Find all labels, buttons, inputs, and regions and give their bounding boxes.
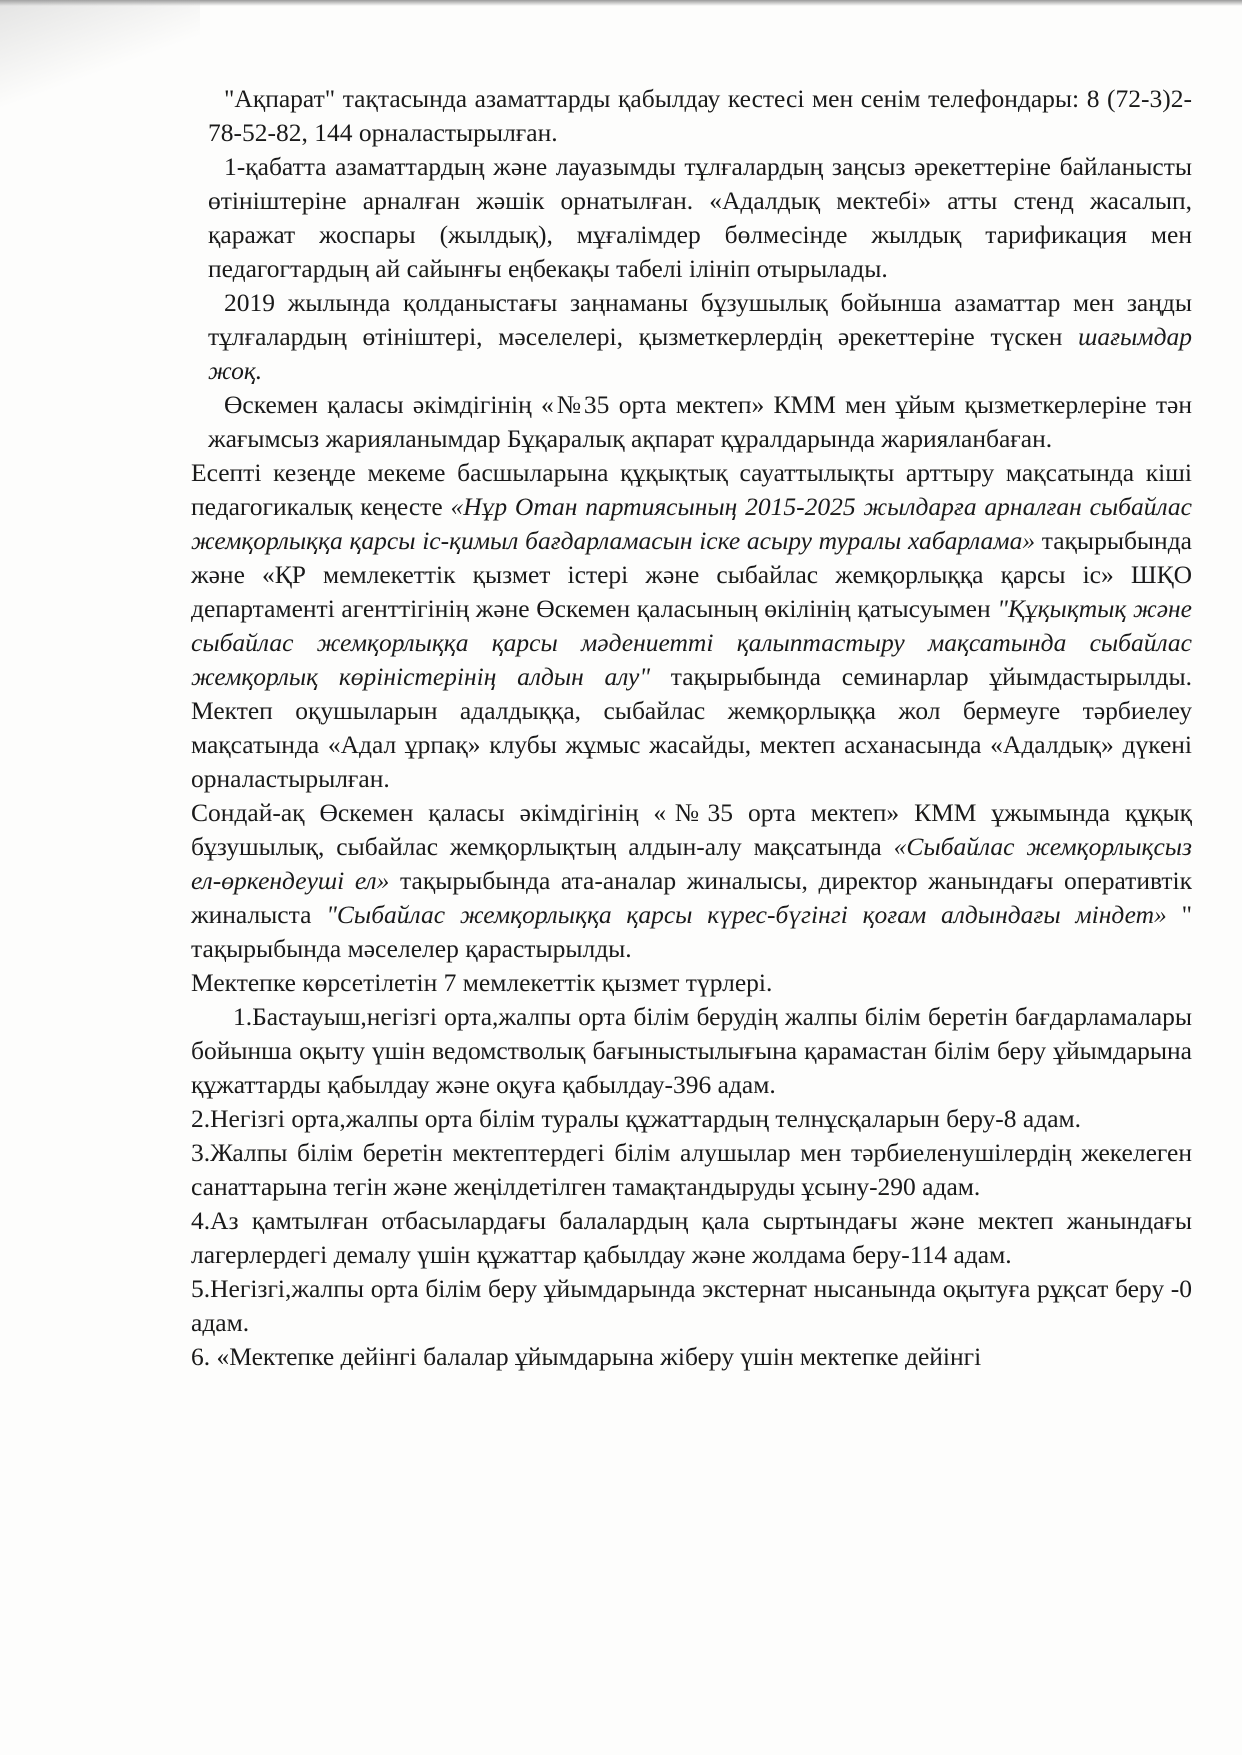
service-item-4: 4.Аз қамтылған отбасылардағы балалардың қала сыртындағы және мектеп жанындағы лагерлердегі демалу үшін құжаттар қабылдау және жолдама беру-114 адам.: [191, 1206, 1192, 1269]
service-item-3: 3.Жалпы білім беретін мектептердегі білім алушылар мен тәрбиеленушілердің жекелеген санаттарына тегін және жеңілдетілген тамақтандыруды ұсыну-290 адам.: [191, 1138, 1192, 1201]
paragraph-seminars: [191, 456, 1192, 796]
seminars-text-e: тақырыбында семинарлар ұйымдастырылды. Мектеп оқушыларын адалдыққа, сыбайлас жемқорлыққа жол бермеуге тәрбиелеу мақсатында «Адал ұрпақ» клубы жұмыс жасайды, мектеп асханасында «Адалдық» дүкені орналастырылған.: [191, 662, 1192, 793]
meeting-italic-b: «Сыбайлас жемқорлықсыз ел-өркендеуші ел»: [191, 832, 1192, 895]
seminars-italic-b: «Нұр Отан партиясының 2015-2025 жылдарға арналған сыбайлас жемқорлыққа қарсы іс-қимыл бағдарламасын іске асыру туралы хабарлама»: [191, 492, 1192, 555]
meeting-italic-d: "Сыбайлас жемқорлыққа қарсы күрес-бүгінгі қоғам алдындағы міндет»: [326, 900, 1167, 929]
meeting-text-e: " тақырыбында мәселелер қарастырылды.: [191, 900, 1192, 963]
paragraph-complaint-box: 1-қабатта азаматтардың және лауазымды тұлғалардың заңсыз әрекеттеріне байланысты өтініштеріне арналған жәшік орнатылған. «Адалдық мектебі» атты стенд жасалып, қаражат жоспары (жылдық), мұғалімдер бөлмесінде жылдық тарификация мен педагогтардың ай сайынғы еңбекақы табелі ілініп отырылады.: [208, 152, 1192, 283]
service-item-1: 1.Бастауыш,негізгі орта,жалпы орта білім берудің жалпы білім беретін бағдарламалары бойынша оқыту үшін ведомстволық бағыныстылығына қарамастан білім беру ұйымдарына құжаттарды қабылдау және оқуға қабылдау-396 адам.: [191, 1002, 1192, 1099]
paragraph-services-heading: Мектепке көрсетілетін 7 мемлекеттік қызмет түрлері.: [191, 968, 773, 997]
seminars-italic-d: "Құқықтық және сыбайлас жемқорлыққа қарсы мәдениетті қалыптастыру мақсатында сыбайлас жемқорлық көріністерінің алдын алу": [191, 594, 1192, 691]
document-body: [191, 82, 1192, 1374]
seminars-text-c: тақырыбында және «ҚР мемлекеттік қызмет істері және сыбайлас жемқорлыққа қарсы іс» ШҚО департаменті агенттігінің және Өскемен қаласының өкілінің қатысуымен: [191, 526, 1192, 623]
meeting-text-a: Сондай-ақ Өскемен қаласы әкімдігінің «№35 орта мектеп» КММ ұжымында құқық бұзушылық, сыбайлас жемқорлықтың алдын-алу мақсатында: [191, 798, 1192, 861]
scan-shadow: [0, 0, 200, 200]
paragraph-complaints-text: 2019 жылында қолданыстағы заңнаманы бұзушылық бойынша азаматтар мен заңды тұлғалардың өтініштері, мәселелері, қызметкерлердің әрекеттеріне түскен: [208, 288, 1192, 351]
meeting-text-c: тақырыбында ата-аналар жиналысы, директор жанындағы оперативтік жиналыста: [191, 866, 1192, 929]
paragraph-media: Өскемен қаласы әкімдігінің «№35 орта мектеп» КММ мен ұйым қызметкерлеріне тән жағымсыз жарияланымдар Бұқаралық ақпарат құралдарында жарияланбаған.: [208, 390, 1192, 453]
seminars-text-a: Есепті кезеңде мекеме басшыларына құқықтық сауаттылықты арттыру мақсатында кіші педагогикалық кеңесте: [191, 458, 1192, 521]
paragraph-complaints-italic: шағымдар жоқ.: [208, 322, 1192, 385]
service-item-2: 2.Негізгі орта,жалпы орта білім туралы құжаттардың телнұсқаларын беру-8 адам.: [191, 1104, 1082, 1133]
service-item-6: 6. «Мектепке дейінгі балалар ұйымдарына жіберу үшін мектепке дейінгі: [191, 1342, 982, 1371]
paragraph-info-board: "Ақпарат" тақтасында азаматтарды қабылдау кестесі мен сенім телефондары: 8 (72-3)2-78-52-82, 144 орналастырылған.: [208, 84, 1192, 147]
service-item-5: 5.Негізгі,жалпы орта білім беру ұйымдарында экстернат нысанында оқытуға рұқсат беру -0 адам.: [191, 1274, 1192, 1337]
paragraph-complaints-2019: [208, 286, 1192, 388]
paragraph-parents-meeting: [191, 796, 1192, 966]
